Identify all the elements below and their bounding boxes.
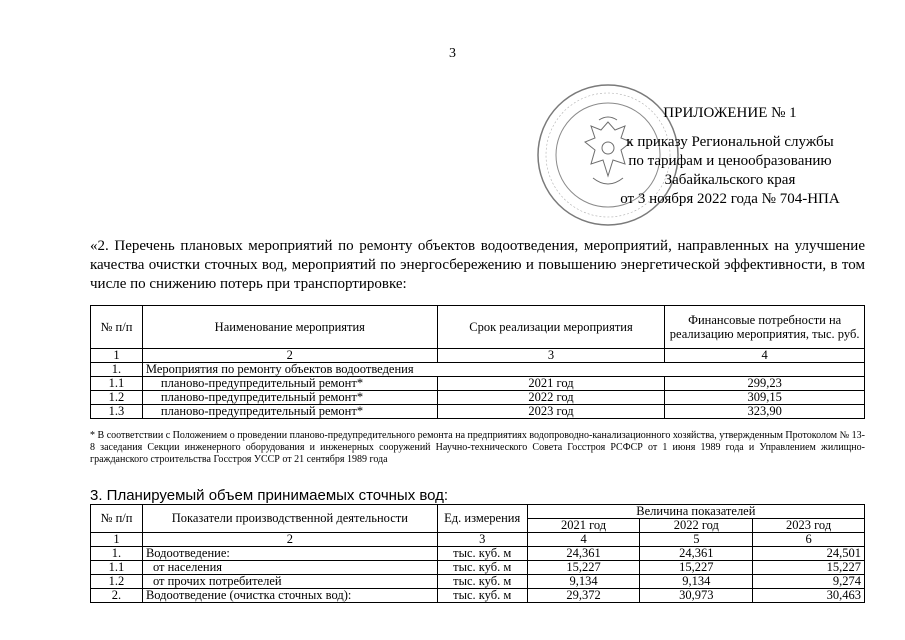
header-cell: Срок реализации мероприятия xyxy=(437,306,665,349)
row-number: 1.2 xyxy=(91,391,143,405)
header-cell: № п/п xyxy=(91,306,143,349)
value-cell: 15,227 xyxy=(640,561,753,575)
measure-amount: 309,15 xyxy=(665,391,865,405)
table-row xyxy=(91,363,865,377)
repair-measures-table xyxy=(90,305,865,419)
measure-name: планово-предупредительный ремонт* xyxy=(142,391,437,405)
column-number-row xyxy=(91,533,865,547)
appendix-title: ПРИЛОЖЕНИЕ № 1 xyxy=(663,105,797,121)
value-cell: 15,227 xyxy=(527,561,640,575)
measure-name: планово-предупредительный ремонт* xyxy=(142,405,437,419)
header-cell: Показатели производственной деятельности xyxy=(142,505,437,533)
measure-term: 2021 год xyxy=(437,377,665,391)
section-2-heading: «2. Перечень плановых мероприятий по ремонту объектов водоотведения, мероприятий, направленных на улучшение качества очистки сточных вод, мероприятий по энергосбережению и повышению энергетической эффективности, в том числе по снижению потерь при транспортировке: xyxy=(90,238,865,292)
header-cell: Величина показателей xyxy=(527,505,864,519)
row-number: 1.2 xyxy=(91,575,143,589)
measure-amount: 299,23 xyxy=(665,377,865,391)
header-cell: Финансовые потребности на реализацию мероприятия, тыс. руб. xyxy=(665,306,865,349)
unit-cell: тыс. куб. м xyxy=(437,589,527,603)
row-number: 2. xyxy=(91,589,143,603)
value-cell: 24,361 xyxy=(527,547,640,561)
value-cell: 30,973 xyxy=(640,589,753,603)
column-number: 4 xyxy=(527,533,640,547)
year-header: 2022 год xyxy=(640,519,753,533)
appendix-line: по тарифам и ценообразованию xyxy=(628,153,832,169)
indicator-name: от населения xyxy=(142,561,437,575)
column-number: 3 xyxy=(437,349,665,363)
value-cell: 29,372 xyxy=(527,589,640,603)
value-cell: 30,463 xyxy=(753,589,865,603)
table-row xyxy=(91,561,865,575)
table-row xyxy=(91,547,865,561)
table-row xyxy=(91,391,865,405)
indicator-name: от прочих потребителей xyxy=(142,575,437,589)
unit-cell: тыс. куб. м xyxy=(437,575,527,589)
column-number: 1 xyxy=(91,349,143,363)
value-cell: 9,274 xyxy=(753,575,865,589)
value-cell: 24,501 xyxy=(753,547,865,561)
header-cell: Наименование мероприятия xyxy=(142,306,437,349)
column-number: 3 xyxy=(437,533,527,547)
measure-amount: 323,90 xyxy=(665,405,865,419)
table-header-row xyxy=(91,306,865,349)
table-row xyxy=(91,377,865,391)
wastewater-volume-table xyxy=(90,504,865,603)
appendix-line: к приказу Региональной службы xyxy=(626,134,834,150)
year-header: 2023 год xyxy=(753,519,865,533)
column-number: 1 xyxy=(91,533,143,547)
indicator-name: Водоотведение: xyxy=(142,547,437,561)
year-header: 2021 год xyxy=(527,519,640,533)
column-number: 2 xyxy=(142,533,437,547)
row-number: 1. xyxy=(91,547,143,561)
appendix-block xyxy=(600,104,860,209)
appendix-line: Забайкальского края xyxy=(664,172,796,188)
table-header-row xyxy=(91,505,865,519)
row-number: 1. xyxy=(91,363,143,377)
measure-term: 2023 год xyxy=(437,405,665,419)
row-number: 1.1 xyxy=(91,561,143,575)
value-cell: 15,227 xyxy=(753,561,865,575)
table-row xyxy=(91,405,865,419)
section-3-heading: 3. Планируемый объем принимаемых сточных вод: xyxy=(90,487,449,504)
value-cell: 24,361 xyxy=(640,547,753,561)
column-number-row xyxy=(91,349,865,363)
row-number: 1.3 xyxy=(91,405,143,419)
page-number: 3 xyxy=(449,46,456,61)
unit-cell: тыс. куб. м xyxy=(437,547,527,561)
table-row xyxy=(91,575,865,589)
column-number: 5 xyxy=(640,533,753,547)
measure-name: планово-предупредительный ремонт* xyxy=(142,377,437,391)
unit-cell: тыс. куб. м xyxy=(437,561,527,575)
column-number: 4 xyxy=(665,349,865,363)
column-number: 6 xyxy=(753,533,865,547)
header-cell: № п/п xyxy=(91,505,143,533)
indicator-name: Водоотведение (очистка сточных вод): xyxy=(142,589,437,603)
group-name: Мероприятия по ремонту объектов водоотведения xyxy=(142,363,864,377)
footnote: * В соответствии с Положением о проведении планово-предупредительного ремонта на предприятиях водопроводно-канализационного хозяйства, утвержденным Протоколом № 13-8 заседания Секции инженерного оборудования и инженерных сооружений Научно-технического Совета Госстроя РСФСР от 1 июня 1989 года и Управлением жилищно-гражданского строительства Госстроя УССР от 21 сентября 1989 года xyxy=(90,430,865,465)
table-row xyxy=(91,589,865,603)
column-number: 2 xyxy=(142,349,437,363)
value-cell: 9,134 xyxy=(640,575,753,589)
value-cell: 9,134 xyxy=(527,575,640,589)
header-cell: Ед. измерения xyxy=(437,505,527,533)
row-number: 1.1 xyxy=(91,377,143,391)
appendix-line: от 3 ноября 2022 года № 704-НПА xyxy=(620,191,840,207)
measure-term: 2022 год xyxy=(437,391,665,405)
